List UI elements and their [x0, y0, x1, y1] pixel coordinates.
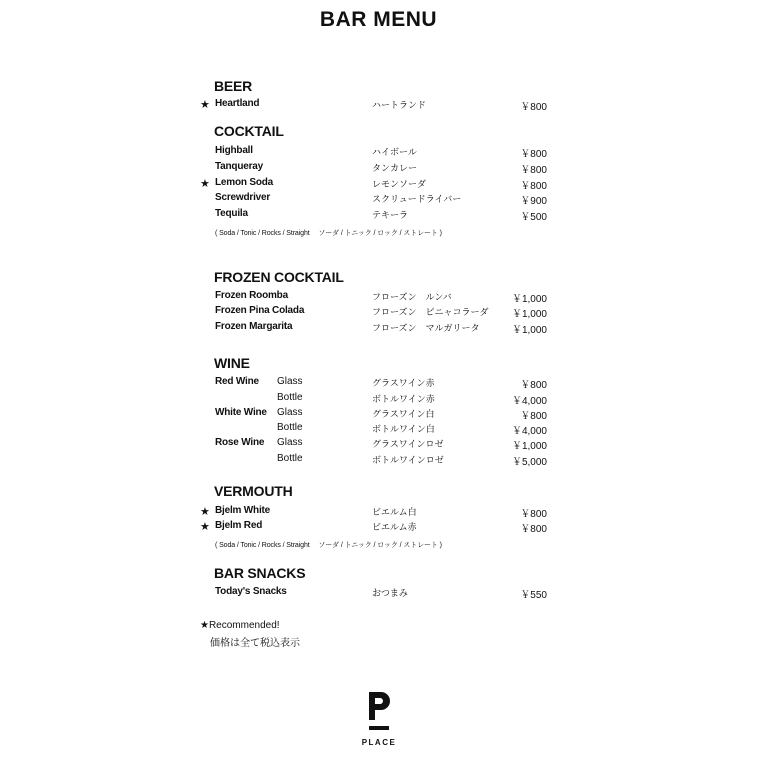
section-title-cocktail: COCKTAIL	[214, 123, 284, 139]
recommended-star-icon: ★	[200, 178, 210, 190]
menu-item-bjelm-white	[0, 505, 757, 521]
menu-item-screwdriver	[0, 192, 757, 208]
menu-item-heartland	[0, 98, 757, 114]
item-price: ￥900	[520, 196, 547, 207]
item-name-en: Screwdriver	[215, 192, 271, 203]
menu-item-white-wine-bottle	[0, 422, 757, 438]
item-serving: Bottle	[277, 392, 303, 403]
item-name-en: Frozen Pina Colada	[215, 305, 305, 316]
item-serving: Bottle	[277, 422, 303, 433]
item-name-en: Red Wine	[215, 376, 259, 387]
item-name-jp: ビエルム赤	[372, 522, 417, 532]
item-name-en: Frozen Roomba	[215, 290, 288, 301]
menu-item-rose-wine-glass	[0, 437, 757, 453]
item-price: ￥1,000	[511, 309, 547, 320]
item-price: ￥1,000	[511, 294, 547, 305]
menu-item-tequila	[0, 208, 757, 224]
item-name-jp: テキーラ	[372, 210, 409, 220]
item-price: ￥800	[520, 380, 547, 391]
item-name-jp: ボトルワイン赤	[372, 394, 435, 404]
item-name-en: Tanqueray	[215, 161, 264, 172]
item-price: ￥4,000	[511, 396, 547, 407]
item-price: ￥500	[520, 212, 547, 223]
item-name-jp: フローズン ルンバ	[372, 292, 452, 302]
item-name-jp: ハイボール	[372, 147, 417, 157]
item-price: ￥550	[520, 590, 547, 601]
section-title-frozen-cocktail: FROZEN COCKTAIL	[214, 269, 344, 285]
menu-item-frozen-pina-colada	[0, 305, 757, 321]
item-name-en: Frozen Margarita	[215, 321, 293, 332]
item-name-en: Bjelm White	[215, 505, 271, 516]
item-price: ￥5,000	[511, 457, 547, 468]
item-name-en: White Wine	[215, 407, 267, 418]
tax-note: 価格は全て税込表示	[210, 638, 300, 649]
page-title: BAR MENU	[319, 8, 438, 31]
item-price: ￥800	[520, 165, 547, 176]
place-logo-mark-icon	[364, 690, 394, 734]
item-name-jp: ボトルワイン白	[372, 424, 435, 434]
recommended-star-icon: ★	[200, 99, 210, 111]
logo-wordmark: PLACE	[361, 738, 397, 747]
menu-item-tanqueray	[0, 161, 757, 177]
item-price: ￥800	[520, 181, 547, 192]
menu-item-lemon-soda	[0, 177, 757, 193]
item-price: ￥800	[520, 102, 547, 113]
item-serving: Glass	[277, 437, 303, 448]
mixer-note: ( Soda / Tonic / Rocks / Straight ソーダ / トニック / ロック / ストレート )	[215, 542, 442, 549]
item-name-jp: タンカレー	[372, 163, 418, 173]
item-name-jp: フローズン マルガリータ	[372, 323, 480, 333]
menu-item-frozen-roomba	[0, 290, 757, 306]
item-name-jp: スクリュードライバー	[372, 194, 462, 204]
item-name-jp: ボトルワインロゼ	[372, 455, 444, 465]
menu-item-red-wine-glass	[0, 376, 757, 392]
menu-item-rose-wine-bottle	[0, 453, 757, 469]
section-title-beer: BEER	[214, 78, 253, 94]
menu-item-white-wine-glass	[0, 407, 757, 423]
item-name-en: Bjelm Red	[215, 520, 263, 531]
item-price: ￥800	[520, 411, 547, 422]
section-title-wine: WINE	[214, 355, 250, 371]
item-name-jp: ビエルム白	[372, 507, 417, 517]
recommended-star-icon: ★	[200, 506, 210, 518]
item-name-jp: レモンソーダ	[372, 179, 427, 189]
item-price: ￥4,000	[511, 426, 547, 437]
item-price: ￥1,000	[511, 441, 547, 452]
recommended-legend: ★Recommended!	[200, 620, 280, 631]
item-serving: Glass	[277, 407, 303, 418]
menu-item-todays-snacks	[0, 586, 757, 602]
section-title-vermouth: VERMOUTH	[214, 483, 293, 499]
item-name-jp: フローズン ピニャコラーダ	[372, 307, 489, 317]
item-name-en: Rose Wine	[215, 437, 265, 448]
mixer-note: ( Soda / Tonic / Rocks / Straight ソーダ / トニック / ロック / ストレート )	[215, 230, 442, 237]
menu-item-highball	[0, 145, 757, 161]
item-name-jp: グラスワインロゼ	[372, 439, 444, 449]
item-name-en: Highball	[215, 145, 253, 156]
item-name-jp: グラスワイン白	[372, 409, 435, 419]
item-price: ￥800	[520, 149, 547, 160]
item-name-jp: おつまみ	[372, 588, 408, 598]
item-name-jp: ハートランド	[372, 100, 427, 110]
item-price: ￥1,000	[511, 325, 547, 336]
item-name-en: Heartland	[215, 98, 260, 109]
item-name-en: Tequila	[215, 208, 248, 219]
item-serving: Bottle	[277, 453, 303, 464]
menu-item-frozen-margarita	[0, 321, 757, 337]
place-logo	[349, 690, 409, 750]
menu-item-red-wine-bottle	[0, 392, 757, 408]
recommended-star-icon: ★	[200, 521, 210, 533]
item-serving: Glass	[277, 376, 303, 387]
item-price: ￥800	[520, 524, 547, 535]
item-name-en: Today's Snacks	[215, 586, 287, 597]
section-title-bar-snacks: BAR SNACKS	[214, 565, 306, 581]
menu-item-bjelm-red	[0, 520, 757, 536]
item-price: ￥800	[520, 509, 547, 520]
item-name-jp: グラスワイン赤	[372, 378, 435, 388]
item-name-en: Lemon Soda	[215, 177, 274, 188]
